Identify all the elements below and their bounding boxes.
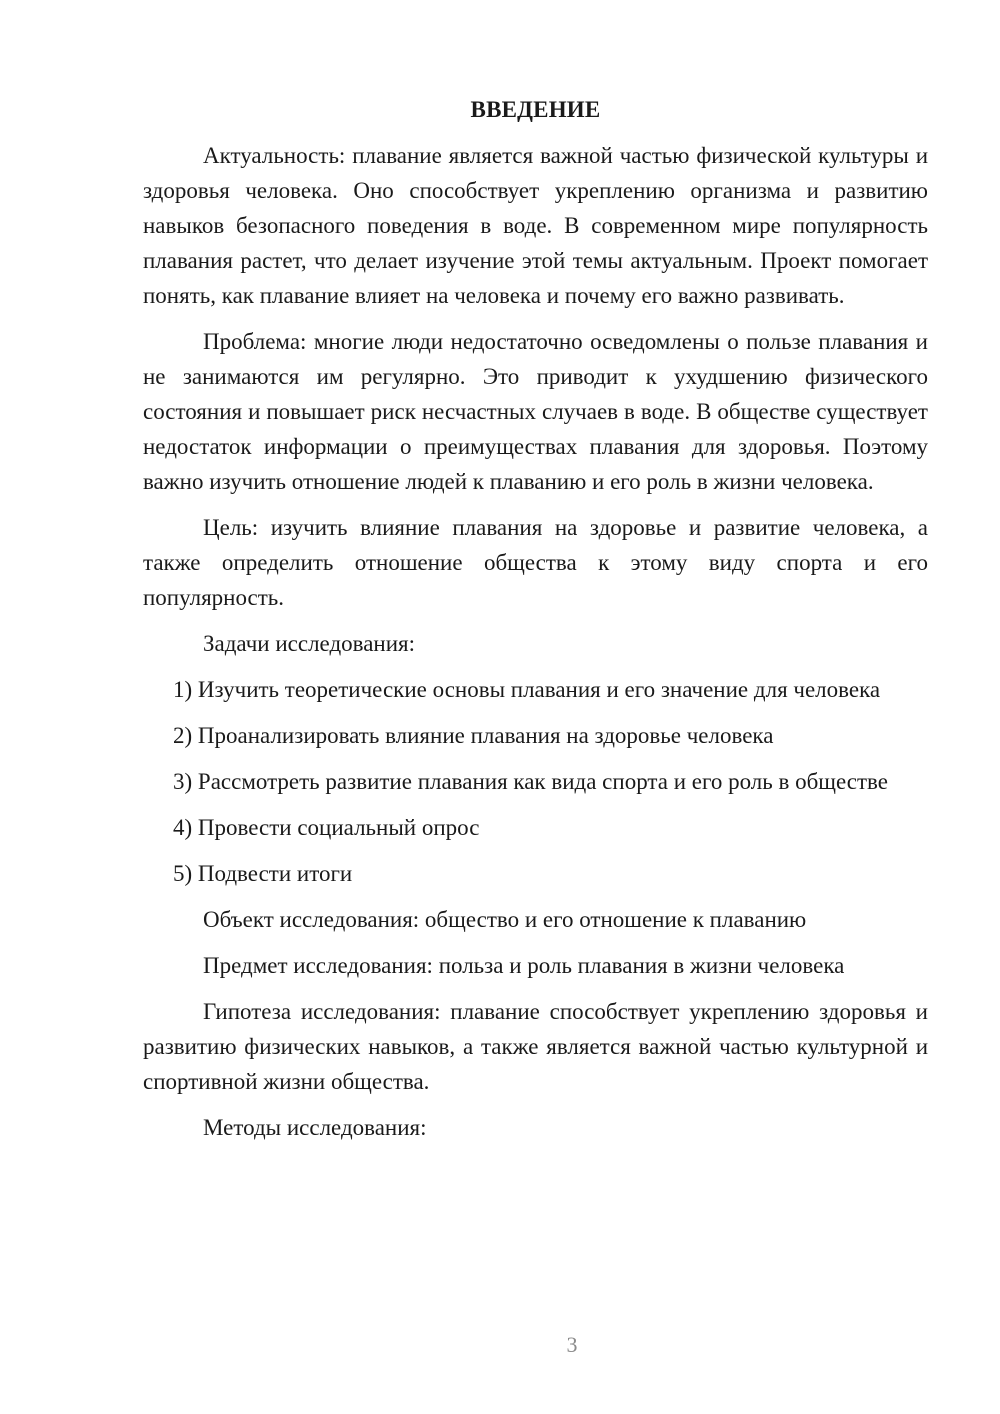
page-content [143,92,928,1156]
task-item-2: 2) Проанализировать влияние плавания на здоровье человека [173,723,774,748]
methods-heading: Методы исследования: [203,1115,427,1140]
goal-paragraph: Цель: изучить влияние плавания на здоровье и развитие человека, а также определить отношение общества к этому виду спорта и его популярность. [143,515,928,610]
task-item-1: 1) Изучить теоретические основы плавания и его значение для человека [173,677,881,702]
tasks-heading: Задачи исследования: [203,631,416,656]
task-item-5: 5) Подвести итоги [173,861,353,886]
task-item-4: 4) Провести социальный опрос [173,815,480,840]
task-item-3: 3) Рассмотреть развитие плавания как вида спорта и его роль в обществе [173,769,888,794]
problem-paragraph: Проблема: многие люди недостаточно осведомлены о пользе плавания и не занимаются им регулярно. Это приводит к ухудшению физического состояния и повышает риск несчастных случаев в воде. В обществе существует недостаток информации о преимуществах плавания для здоровья. Поэтому важно изучить отношение людей к плаванию и его роль в жизни человека. [143,329,928,494]
page-number: 3 [566,1332,578,1357]
hypothesis-paragraph: Гипотеза исследования: плавание способствует укреплению здоровья и развитию физических навыков, а также является важной частью культурной и спортивной жизни общества. [143,999,928,1094]
relevance-paragraph: Актуальность: плавание является важной частью физической культуры и здоровья человека. Оно способствует укреплению организма и развитию навыков безопасного поведения в воде. В современном мире популярность плавания растет, что делает изучение этой темы актуальным. Проект помогает понять, как плавание влияет на человека и почему его важно развивать. [143,143,928,308]
page-title: ВВЕДЕНИЕ [470,97,601,122]
research-object-paragraph: Объект исследования: общество и его отношение к плаванию [203,907,807,932]
research-subject-paragraph: Предмет исследования: польза и роль плавания в жизни человека [203,953,845,978]
